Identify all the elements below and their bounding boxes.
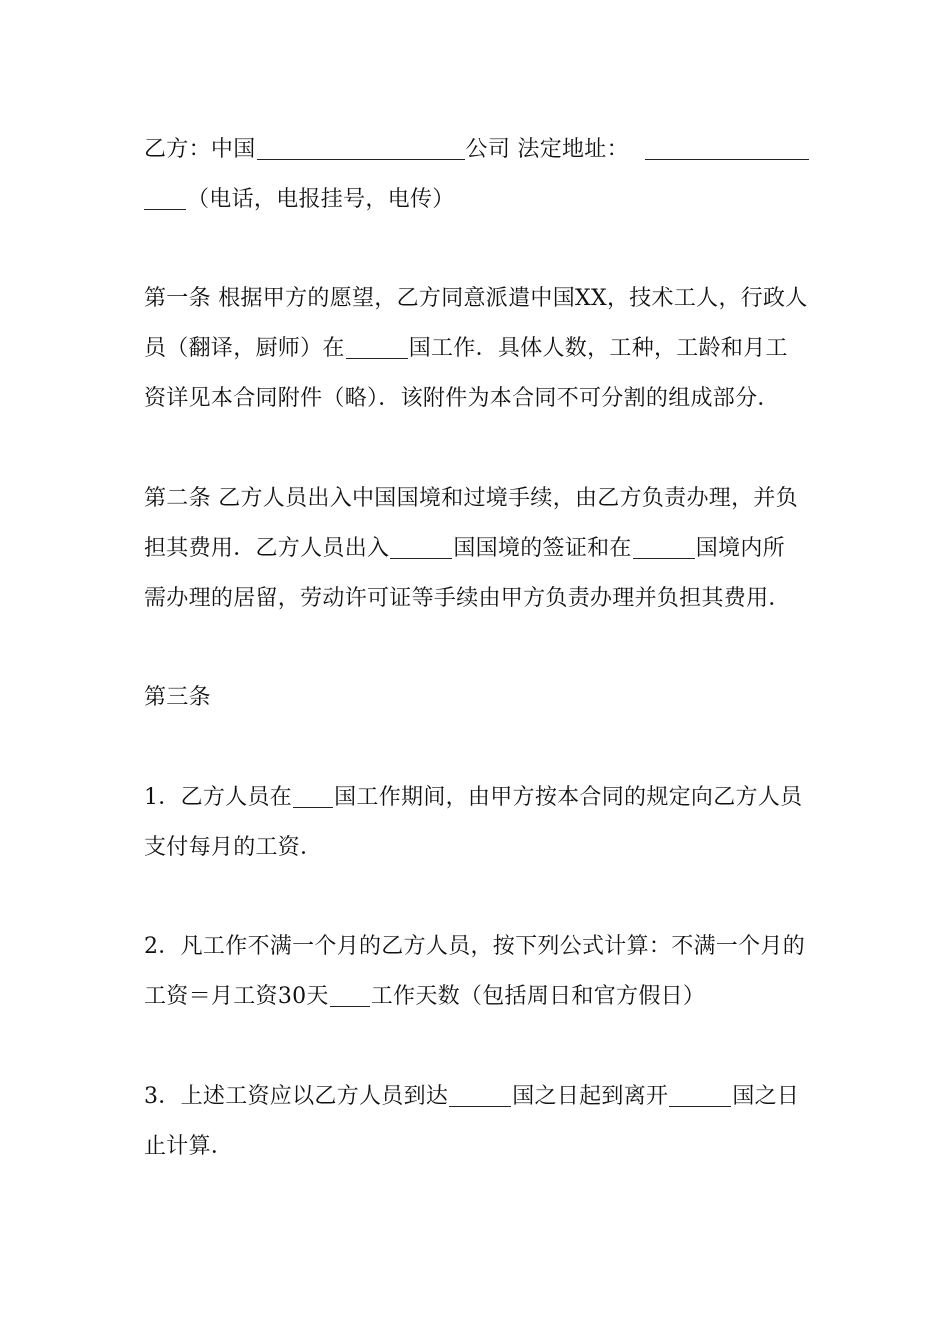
country-blank xyxy=(669,1080,731,1107)
item-2-line-2 xyxy=(144,972,808,1022)
article-1-line-2 xyxy=(144,324,808,374)
party-b-prefix: 乙方：中国 xyxy=(144,137,256,162)
item-2-text-c: 天 xyxy=(306,984,329,1009)
item-2-days: 30 xyxy=(277,984,307,1009)
item-1-line-2: 支付每月的工资． xyxy=(144,835,323,860)
article-1 xyxy=(144,274,808,424)
item-3-text-b: 国之日起到离开 xyxy=(512,1084,669,1109)
article-1-text-c: 员（翻译，厨师）在 xyxy=(144,336,345,361)
article-2-text-a: 担其费用．乙方人员出入 xyxy=(144,536,390,561)
company-address-label: 公司 法定地址： xyxy=(465,137,629,162)
country-blank xyxy=(293,781,333,808)
article-1-line-1 xyxy=(144,274,808,324)
item-2-text-b: 工资＝月工资 xyxy=(144,984,278,1009)
article-3-item-1 xyxy=(144,773,808,873)
article-2 xyxy=(144,474,808,624)
country-blank xyxy=(633,532,695,559)
item-3-text-c: 国之日 xyxy=(732,1084,800,1109)
article-1-xx: XX xyxy=(575,286,607,311)
article-3-heading: 第三条 xyxy=(144,685,211,710)
item-2-line-1 xyxy=(144,922,808,972)
company-name-blank xyxy=(257,133,465,160)
item-3-line-1 xyxy=(144,1072,808,1122)
party-b-line-1 xyxy=(144,125,808,175)
article-1-text-b: ，技术工人，行政人 xyxy=(606,286,808,311)
item-1-text-b: 国工作期间，由甲方按本合同的规定向乙方人员 xyxy=(334,785,803,810)
address-blank-continued xyxy=(144,183,186,210)
article-3-title xyxy=(144,673,808,723)
article-2-line-3: 需办理的居留，劳动许可证等手续由甲方负责办理并负担其费用． xyxy=(144,586,791,611)
country-blank xyxy=(449,1080,511,1107)
item-2-text-a: 凡工作不满一个月的乙方人员，按下列公式计算：不满一个月的 xyxy=(180,934,806,959)
formula-blank xyxy=(330,980,370,1007)
item-3-line-2: 止计算． xyxy=(144,1134,234,1159)
article-2-line-2 xyxy=(144,524,808,574)
article-2-line-1: 第二条 乙方人员出入中国国境和过境手续，由乙方负责办理，并负 xyxy=(144,486,798,511)
article-1-text-d: 国工作．具体人数，工种，工龄和月工 xyxy=(408,336,788,361)
country-blank xyxy=(390,532,452,559)
item-1-number: 1． xyxy=(144,785,181,810)
article-2-text-b: 国国境的签证和在 xyxy=(453,536,632,561)
party-b-section xyxy=(144,125,808,225)
item-3-number: 3． xyxy=(144,1084,181,1109)
article-1-text-a: 第一条 根据甲方的愿望，乙方同意派遣中国 xyxy=(144,286,575,311)
address-blank xyxy=(645,133,809,160)
contacts-label: （电话，电报挂号，电传） xyxy=(187,187,455,212)
item-3-text-a: 上述工资应以乙方人员到达 xyxy=(180,1084,449,1109)
article-1-line-3: 资详见本合同附件（略）．该附件为本合同不可分割的组成部分． xyxy=(144,386,780,411)
item-2-text-d: 工作天数（包括周日和官方假日） xyxy=(370,984,706,1009)
country-blank xyxy=(346,332,408,359)
item-1-text-a: 乙方人员在 xyxy=(180,785,293,810)
item-1-line-1 xyxy=(144,773,808,823)
article-3-item-3 xyxy=(144,1072,808,1172)
party-b-line-2 xyxy=(144,175,808,225)
article-3-item-2 xyxy=(144,922,808,1022)
item-2-number: 2． xyxy=(144,934,181,959)
article-2-text-c: 国境内所 xyxy=(695,536,785,561)
